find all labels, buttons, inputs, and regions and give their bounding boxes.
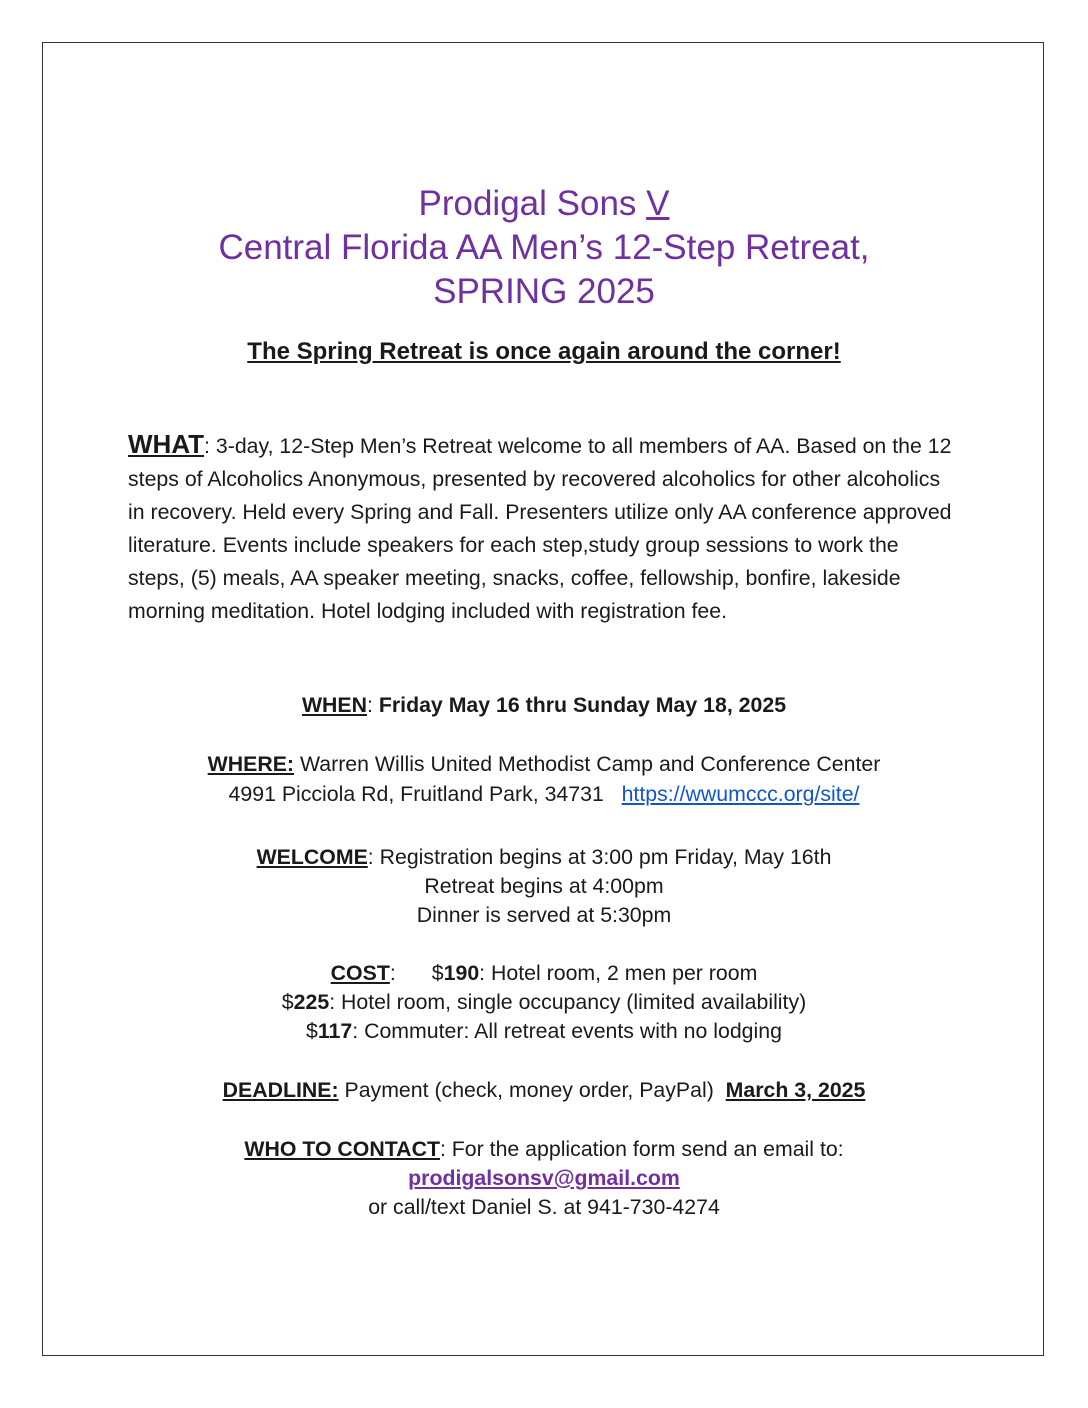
when-value: Friday May 16 thru Sunday May 18, 2025 [378, 693, 787, 717]
cost-line-3: $117: Commuter: All retreat events with no lodging [306, 1019, 782, 1043]
where-address-line [0, 780, 1088, 809]
where-address: 4991 Picciola Rd, Fruitland Park, 34731 [228, 782, 604, 806]
cost-line-2: $225: Hotel room, single occupancy (limited availability) [281, 990, 807, 1014]
where-label: WHERE: [207, 752, 295, 776]
contact-section: WHO TO CONTACT: For the application form send an email to: [244, 1137, 844, 1161]
welcome-line-3: Dinner is served at 5:30pm [416, 903, 672, 927]
subheading: The Spring Retreat is once again around the corner! [247, 338, 841, 365]
when-section: WHEN: Friday May 16 thru Sunday May 18, 2025 [301, 693, 787, 717]
cost-line-1: COST: $190: Hotel room, 2 men per room [330, 961, 758, 985]
welcome-line-2: Retreat begins at 4:00pm [424, 874, 664, 898]
title-line-3: SPRING 2025 [433, 272, 655, 311]
cost-label: COST [330, 961, 390, 985]
where-value: Warren Willis United Methodist Camp and Conference Center [294, 752, 881, 776]
contact-email-line [0, 1164, 1088, 1193]
welcome-label: WELCOME [256, 845, 368, 869]
title-line-1: Prodigal Sons V [418, 184, 670, 223]
deadline-section: DEADLINE: Payment (check, money order, PayPal) March 3, 2025 [222, 1078, 866, 1102]
what-section: WHAT: 3-day, 12-Step Men’s Retreat welcome to all members of AA. Based on the 12 steps of Alcoholics Anonymous, presented by recovered alcoholics for other alcoholics in recovery. Held every Spring and Fall. Presenters utilize only AA conference approved literature. Events include speakers for each step,study group sessions to work the steps, (5) meals, AA speaker meeting, snacks, coffee, fellowship, bonfire, lakeside morning meditation. Hotel lodging included with registration fee. [128, 429, 952, 623]
email-link[interactable]: prodigalsonsv@gmail.com [408, 1166, 680, 1190]
welcome-section: WELCOME: Registration begins at 3:00 pm Friday, May 16th [256, 845, 832, 869]
where-section [0, 750, 1088, 779]
what-text: 3-day, 12-Step Men’s Retreat welcome to all members of AA. Based on the 12 steps of Alcoholics Anonymous, presented by recovered alcoholics for other alcoholics in recovery. Held every Spring and Fall. Presenters utilize only AA conference approved literature. Events include speakers for each step,study group sessions to work the steps, (5) meals, AA speaker meeting, snacks, coffee, fellowship, bonfire, lakeside morning meditation. Hotel lodging included with registration fee. [128, 434, 952, 623]
contact-label: WHO TO CONTACT [244, 1137, 440, 1161]
deadline-label: DEADLINE: [222, 1078, 339, 1102]
what-label: WHAT [128, 429, 205, 459]
contact-phone: or call/text Daniel S. at 941-730-4274 [368, 1195, 720, 1219]
when-label: WHEN [301, 693, 368, 717]
deadline-date: March 3, 2025 [725, 1078, 866, 1102]
website-link[interactable]: https://wwumccc.org/site/ [621, 782, 860, 806]
title-line-2: Central Florida AA Men’s 12-Step Retreat, [218, 228, 870, 267]
